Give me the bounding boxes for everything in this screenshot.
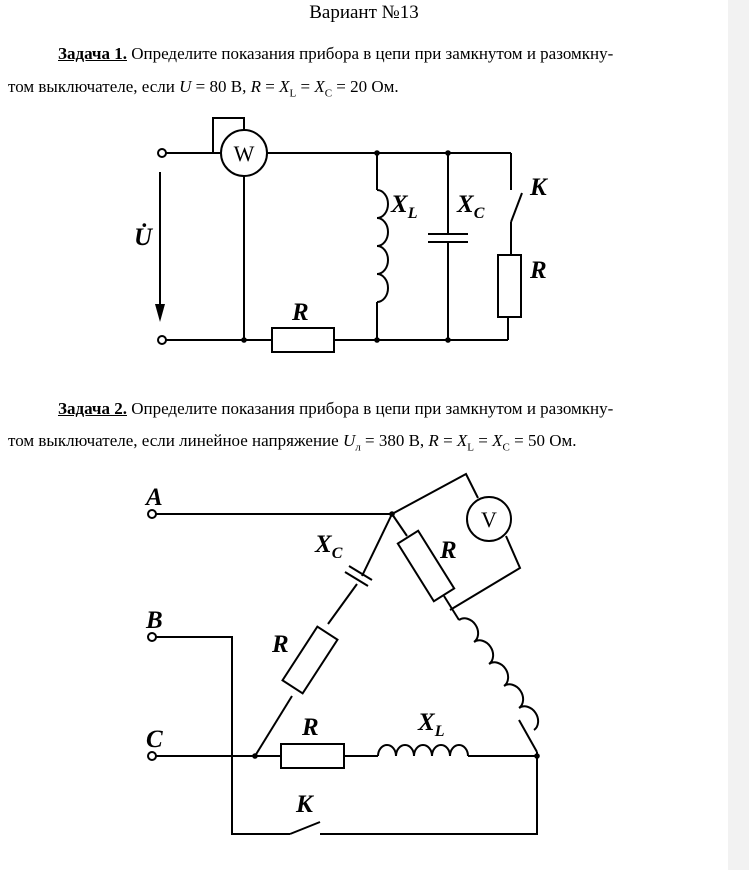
task1-u-symbol: U — [179, 77, 192, 96]
wire-phase-b — [155, 637, 290, 834]
xc-label-x: X — [457, 191, 474, 218]
xl-label-x: X — [391, 191, 408, 218]
task1-text-a: том выключателе, если — [8, 77, 180, 96]
task1-xl-sub: L — [289, 87, 297, 100]
r-ca-label: R — [272, 631, 289, 658]
task2-line1-text: Определите показания прибора в цепи при замкнутом и разомкну- — [126, 399, 614, 418]
task1-xl-symbol: X — [279, 77, 290, 96]
task1-label: Задача 1. — [58, 44, 127, 63]
phase-b-label: B — [146, 607, 163, 634]
junction — [389, 511, 395, 517]
junction — [534, 753, 540, 759]
xc2-label — [314, 531, 343, 562]
xl2-label-x: X — [418, 709, 435, 736]
task2-r-symbol: R — [428, 431, 439, 450]
terminal-c — [148, 752, 156, 760]
task2-text-b: = 380 В, — [360, 431, 429, 450]
task1-r-symbol: R — [250, 77, 261, 96]
task1-eq-1: = — [261, 77, 280, 96]
inductor-ab — [459, 618, 538, 730]
r-bottom2-label: R — [302, 714, 319, 741]
terminal-b — [148, 633, 156, 641]
task2-u-symbol: U — [342, 431, 356, 450]
task2-xl-symbol: X — [456, 431, 468, 450]
junction — [252, 753, 258, 759]
task2-eq-1: = — [438, 431, 457, 450]
switch-label: K — [530, 174, 547, 201]
voltmeter-label: V — [481, 507, 497, 532]
page-title: Вариант №13 — [309, 2, 419, 23]
xc-label-sub: C — [473, 205, 485, 222]
wattmeter-label: W — [233, 141, 255, 166]
wire — [392, 514, 407, 536]
task2-xc-symbol: X — [492, 431, 503, 450]
task2-xc-sub: C — [502, 441, 510, 454]
r-right-label: R — [530, 257, 547, 284]
task1-text-c: = 20 Ом. — [332, 77, 399, 96]
switch-k2 — [290, 822, 320, 834]
resistor-r-ca — [283, 627, 338, 694]
wire — [328, 584, 357, 624]
inductor-xl2 — [378, 745, 468, 756]
r-bottom-label: R — [292, 299, 309, 326]
wire — [362, 514, 392, 576]
task2-label: Задача 2. — [58, 399, 127, 418]
task2-text-a: том выключателе, если линейное напряжение — [8, 431, 343, 450]
voltmeter-lead — [450, 536, 520, 610]
source-label: U̇ — [134, 224, 153, 251]
phase-c-label: C — [146, 726, 163, 753]
task2-eq-2: = — [474, 431, 493, 450]
voltmeter-lead — [392, 474, 478, 514]
task2-xl-sub: L — [467, 441, 475, 454]
task2-text-c: = 50 Ом. — [509, 431, 577, 450]
xl2-label-sub: L — [434, 723, 445, 740]
wire — [320, 752, 537, 834]
task1-text-b: = 80 В, — [191, 77, 251, 96]
task1-xc-symbol: X — [314, 77, 325, 96]
xl-label-sub: L — [407, 205, 418, 222]
xc2-label-sub: C — [331, 545, 343, 562]
r-ab-label: R — [440, 537, 457, 564]
wire — [519, 720, 537, 752]
capacitor-plate — [349, 566, 372, 580]
xc2-label-x: X — [315, 531, 332, 558]
wire — [255, 696, 292, 756]
phase-a-label: A — [146, 484, 163, 511]
task1-xc-sub: C — [324, 87, 333, 100]
task1-eq-2: = — [296, 77, 315, 96]
switch2-label: К — [296, 791, 313, 818]
xl2-label — [417, 709, 445, 740]
terminal-a — [148, 510, 156, 518]
task2-u-sub: л — [355, 441, 361, 454]
task1-line1-text: Определите показания прибора в цепи при замкнутом и разомкну- — [126, 44, 614, 63]
resistor-r-bottom2 — [281, 744, 344, 768]
